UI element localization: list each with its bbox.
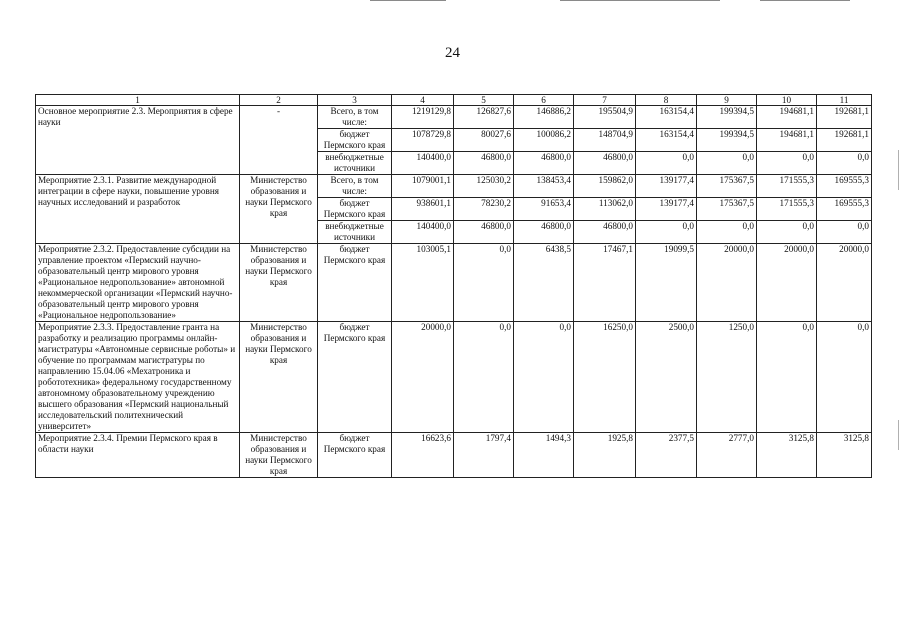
activity-name-cell: Основное мероприятие 2.3. Мероприятия в сфере науки [36, 106, 240, 175]
amount-cell: 80027,6 [454, 129, 514, 152]
amount-cell: 1079001,1 [392, 175, 454, 198]
amount-cell: 0,0 [817, 152, 872, 175]
amount-cell: 113062,0 [574, 198, 636, 221]
amount-cell: 0,0 [697, 221, 757, 244]
amount-cell: 91653,4 [514, 198, 574, 221]
funding-source-cell: Всего, в том числе: [318, 106, 392, 129]
executor-cell: Министерство образования и науки Пермского края [240, 244, 318, 322]
activity-name-cell: Мероприятие 2.3.1. Развитие международной интеграции в сфере науки, повышение уровня научных исследований и разработок [36, 175, 240, 244]
funding-source-cell: бюджет Пермского края [318, 322, 392, 433]
budget-table-body [36, 95, 872, 478]
amount-cell: 1250,0 [697, 322, 757, 433]
amount-cell: 159862,0 [574, 175, 636, 198]
amount-cell: 148704,9 [574, 129, 636, 152]
column-number-row [36, 95, 872, 106]
amount-cell: 46800,0 [514, 221, 574, 244]
amount-cell: 100086,2 [514, 129, 574, 152]
amount-cell: 0,0 [757, 322, 817, 433]
table-row [36, 244, 872, 322]
column-number: 2 [240, 95, 318, 106]
amount-cell: 163154,4 [636, 106, 697, 129]
amount-cell: 171555,3 [757, 198, 817, 221]
amount-cell: 169555,3 [817, 198, 872, 221]
amount-cell: 175367,5 [697, 198, 757, 221]
amount-cell: 6438,5 [514, 244, 574, 322]
amount-cell: 192681,1 [817, 106, 872, 129]
amount-cell: 125030,2 [454, 175, 514, 198]
amount-cell: 138453,4 [514, 175, 574, 198]
column-number: 1 [36, 95, 240, 106]
amount-cell: 139177,4 [636, 175, 697, 198]
column-number: 3 [318, 95, 392, 106]
amount-cell: 0,0 [636, 152, 697, 175]
amount-cell: 46800,0 [514, 152, 574, 175]
page-number: 24 [445, 45, 460, 61]
executor-cell: Министерство образования и науки Пермского края [240, 433, 318, 478]
amount-cell: 126827,6 [454, 106, 514, 129]
amount-cell: 46800,0 [454, 221, 514, 244]
table-row [36, 106, 872, 129]
amount-cell: 103005,1 [392, 244, 454, 322]
amount-cell: 2377,5 [636, 433, 697, 478]
amount-cell: 3125,8 [817, 433, 872, 478]
funding-source-cell: бюджет Пермского края [318, 129, 392, 152]
amount-cell: 0,0 [817, 221, 872, 244]
amount-cell: 1925,8 [574, 433, 636, 478]
amount-cell: 140400,0 [392, 221, 454, 244]
scan-top-edge [370, 0, 446, 1]
column-number: 7 [574, 95, 636, 106]
amount-cell: 194681,1 [757, 106, 817, 129]
amount-cell: 17467,1 [574, 244, 636, 322]
amount-cell: 16623,6 [392, 433, 454, 478]
amount-cell: 0,0 [817, 322, 872, 433]
amount-cell: 175367,5 [697, 175, 757, 198]
amount-cell: 46800,0 [574, 152, 636, 175]
amount-cell: 0,0 [454, 244, 514, 322]
amount-cell: 2777,0 [697, 433, 757, 478]
activity-name-cell: Мероприятие 2.3.3. Предоставление гранта на разработку и реализацию программы онлайн-магистратуры «Автономные сервисные роботы» и обучение по программам магистратуры по направлению 15.04.06 «Мехатроника и робототехника» федеральному государственному автономному образовательному учреждению высшего образования «Пермский национальный исследовательский политехнический университет» [36, 322, 240, 433]
scan-right-edge [898, 420, 899, 450]
amount-cell: 194681,1 [757, 129, 817, 152]
amount-cell: 2500,0 [636, 322, 697, 433]
table-row [36, 322, 872, 433]
amount-cell: 20000,0 [757, 244, 817, 322]
amount-cell: 16250,0 [574, 322, 636, 433]
amount-cell: 0,0 [757, 221, 817, 244]
amount-cell: 0,0 [697, 152, 757, 175]
amount-cell: 20000,0 [817, 244, 872, 322]
amount-cell: 46800,0 [454, 152, 514, 175]
amount-cell: 1797,4 [454, 433, 514, 478]
activity-name-cell: Мероприятие 2.3.2. Предоставление субсидии на управление проектом «Пермский научно-образовательный центр мирового уровня «Рациональное недропользование» автономной некоммерческой организации «Пермский научно-образовательный центр мирового уровня «Рациональное недропользование» [36, 244, 240, 322]
amount-cell: 20000,0 [697, 244, 757, 322]
funding-source-cell: Всего, в том числе: [318, 175, 392, 198]
table-row [36, 433, 872, 478]
funding-source-cell: бюджет Пермского края [318, 244, 392, 322]
column-number: 10 [757, 95, 817, 106]
executor-cell: - [240, 106, 318, 175]
column-number: 11 [817, 95, 872, 106]
scan-top-edge [560, 0, 720, 1]
amount-cell: 1078729,8 [392, 129, 454, 152]
amount-cell: 140400,0 [392, 152, 454, 175]
column-number: 4 [392, 95, 454, 106]
amount-cell: 163154,4 [636, 129, 697, 152]
amount-cell: 139177,4 [636, 198, 697, 221]
funding-source-cell: бюджет Пермского края [318, 198, 392, 221]
column-number: 5 [454, 95, 514, 106]
budget-table [35, 94, 872, 478]
amount-cell: 1494,3 [514, 433, 574, 478]
amount-cell: 146886,2 [514, 106, 574, 129]
amount-cell: 0,0 [757, 152, 817, 175]
column-number: 8 [636, 95, 697, 106]
scan-top-edge [760, 0, 850, 1]
amount-cell: 171555,3 [757, 175, 817, 198]
amount-cell: 0,0 [514, 322, 574, 433]
amount-cell: 199394,5 [697, 106, 757, 129]
amount-cell: 0,0 [454, 322, 514, 433]
funding-source-cell: внебюджетные источники [318, 221, 392, 244]
amount-cell: 20000,0 [392, 322, 454, 433]
table-row [36, 175, 872, 198]
amount-cell: 3125,8 [757, 433, 817, 478]
amount-cell: 0,0 [636, 221, 697, 244]
amount-cell: 195504,9 [574, 106, 636, 129]
column-number: 9 [697, 95, 757, 106]
amount-cell: 46800,0 [574, 221, 636, 244]
amount-cell: 938601,1 [392, 198, 454, 221]
amount-cell: 1219129,8 [392, 106, 454, 129]
funding-source-cell: бюджет Пермского края [318, 433, 392, 478]
amount-cell: 169555,3 [817, 175, 872, 198]
column-number: 6 [514, 95, 574, 106]
executor-cell: Министерство образования и науки Пермского края [240, 175, 318, 244]
amount-cell: 19099,5 [636, 244, 697, 322]
scan-right-edge [898, 150, 899, 190]
amount-cell: 192681,1 [817, 129, 872, 152]
amount-cell: 78230,2 [454, 198, 514, 221]
amount-cell: 199394,5 [697, 129, 757, 152]
executor-cell: Министерство образования и науки Пермского края [240, 322, 318, 433]
activity-name-cell: Мероприятие 2.3.4. Премии Пермского края в области науки [36, 433, 240, 478]
funding-source-cell: внебюджетные источники [318, 152, 392, 175]
